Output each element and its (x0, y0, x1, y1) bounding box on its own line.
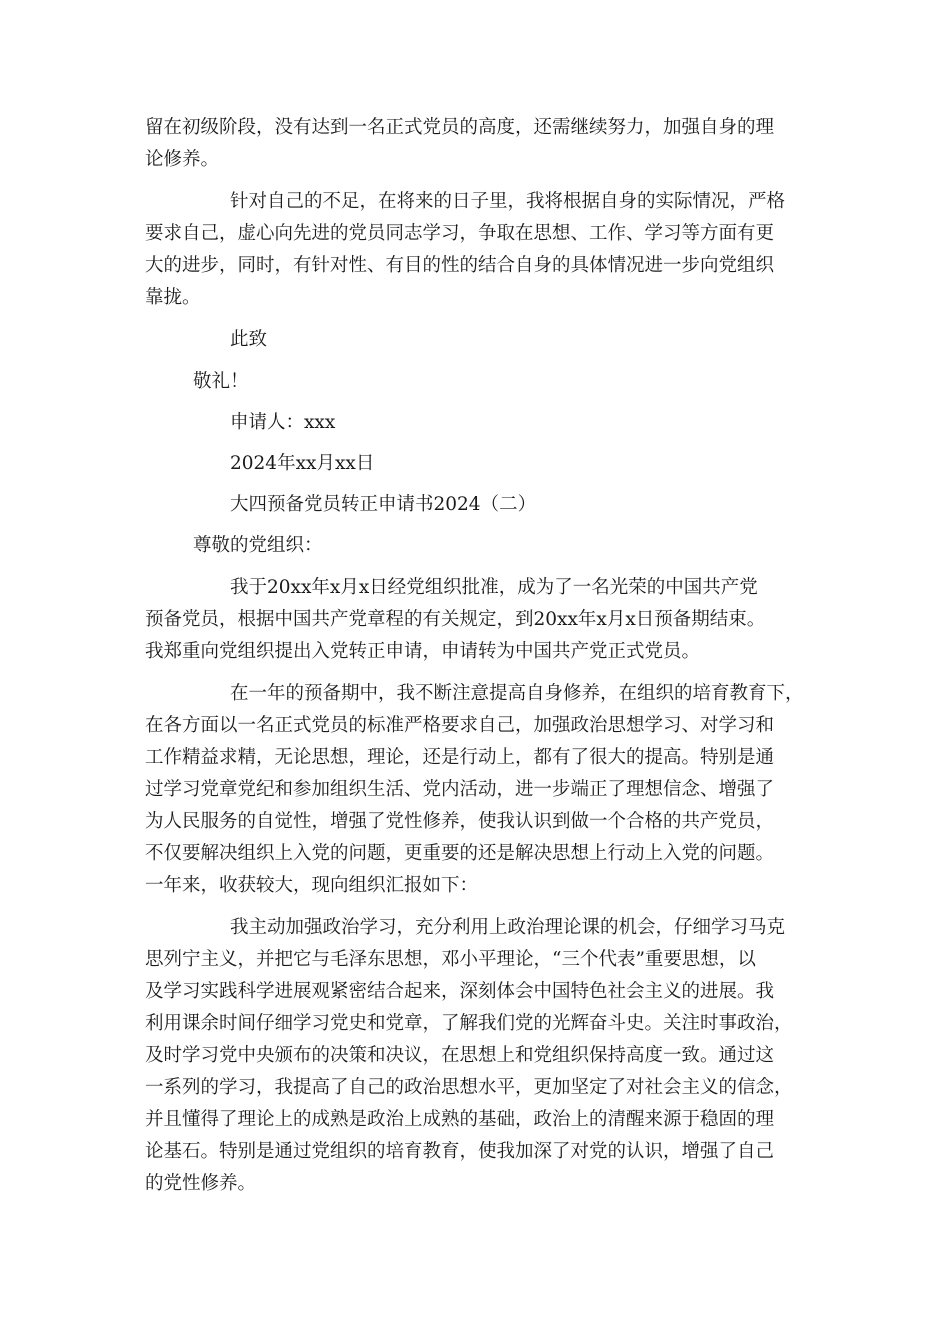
text-line: 留在初级阶段，没有达到一名正式党员的高度，还需继续努力，加强自身的理 (145, 117, 775, 138)
text-line: 靠拢。 (145, 287, 201, 308)
text-line: 一系列的学习，我提高了自己的政治思想水平，更加坚定了对社会主义的信念， (145, 1077, 793, 1098)
signature-date: 2024年xx月xx日 (230, 453, 375, 474)
text-line: 预备党员，根据中国共产党章程的有关规定，到20xx年x月x日预备期结束。 (145, 609, 766, 630)
text-line: 思列宁主义，并把它与毛泽东思想，邓小平理论，“三个代表”重要思想，以 (145, 949, 756, 970)
text-line: 论修养。 (145, 149, 220, 170)
text-line: 的党性修养。 (145, 1173, 257, 1194)
text-line: 我郑重向党组织提出入党转正申请，申请转为中国共产党正式党员。 (145, 641, 701, 662)
text-line: 工作精益求精，无论思想，理论，还是行动上，都有了很大的提高。特别是通 (145, 747, 775, 768)
text-line: 我主动加强政治学习，充分利用上政治理论课的机会，仔细学习马克 (230, 917, 786, 938)
text-line: 针对自己的不足，在将来的日子里，我将根据自身的实际情况，严格 (230, 191, 786, 212)
text-line: 为人民服务的自觉性，增强了党性修养，使我认识到做一个合格的共产党员， (145, 811, 775, 832)
greeting: 尊敬的党组织： (193, 535, 323, 556)
applicant-signature: 申请人：xxx (230, 412, 336, 433)
text-line: 要求自己，虚心向先进的党员同志学习，争取在思想、工作、学习等方面有更 (145, 223, 775, 244)
text-line: 论基石。特别是通过党组织的培育教育，使我加深了对党的认识，增强了自己 (145, 1141, 775, 1162)
text-line: 利用课余时间仔细学习党史和党章，了解我们党的光辉奋斗史。关注时事政治， (145, 1013, 793, 1034)
section-title: 大四预备党员转正申请书2024（二） (230, 494, 537, 515)
text-line: 不仅要解决组织上入党的问题，更重要的还是解决思想上行动上入党的问题。 (145, 843, 775, 864)
text-line: 在各方面以一名正式党员的标准严格要求自己，加强政治思想学习、对学习和 (145, 715, 775, 736)
text-line: 大的进步，同时，有针对性、有目的性的结合自身的具体情况进一步向党组织 (145, 255, 775, 276)
text-line: 及时学习党中央颁布的决策和决议，在思想上和党组织保持高度一致。通过这 (145, 1045, 775, 1066)
text-line: 在一年的预备期中，我不断注意提高自身修养，在组织的培育教育下， (230, 683, 804, 704)
closing-regards: 敬礼！ (193, 371, 249, 392)
text-line: 过学习党章党纪和参加组织生活、党内活动，进一步端正了理想信念、增强了 (145, 779, 775, 800)
text-line: 并且懂得了理论上的成熟是政治上成熟的基础，政治上的清醒来源于稳固的理 (145, 1109, 775, 1130)
closing-salutation: 此致 (230, 329, 268, 350)
text-line: 及学习实践科学进展观紧密结合起来，深刻体会中国特色社会主义的进展。我 (145, 981, 775, 1002)
text-line: 一年来，收获较大，现向组织汇报如下： (145, 875, 479, 896)
text-line: 我于20xx年x月x日经党组织批准，成为了一名光荣的中国共产党 (230, 577, 758, 598)
